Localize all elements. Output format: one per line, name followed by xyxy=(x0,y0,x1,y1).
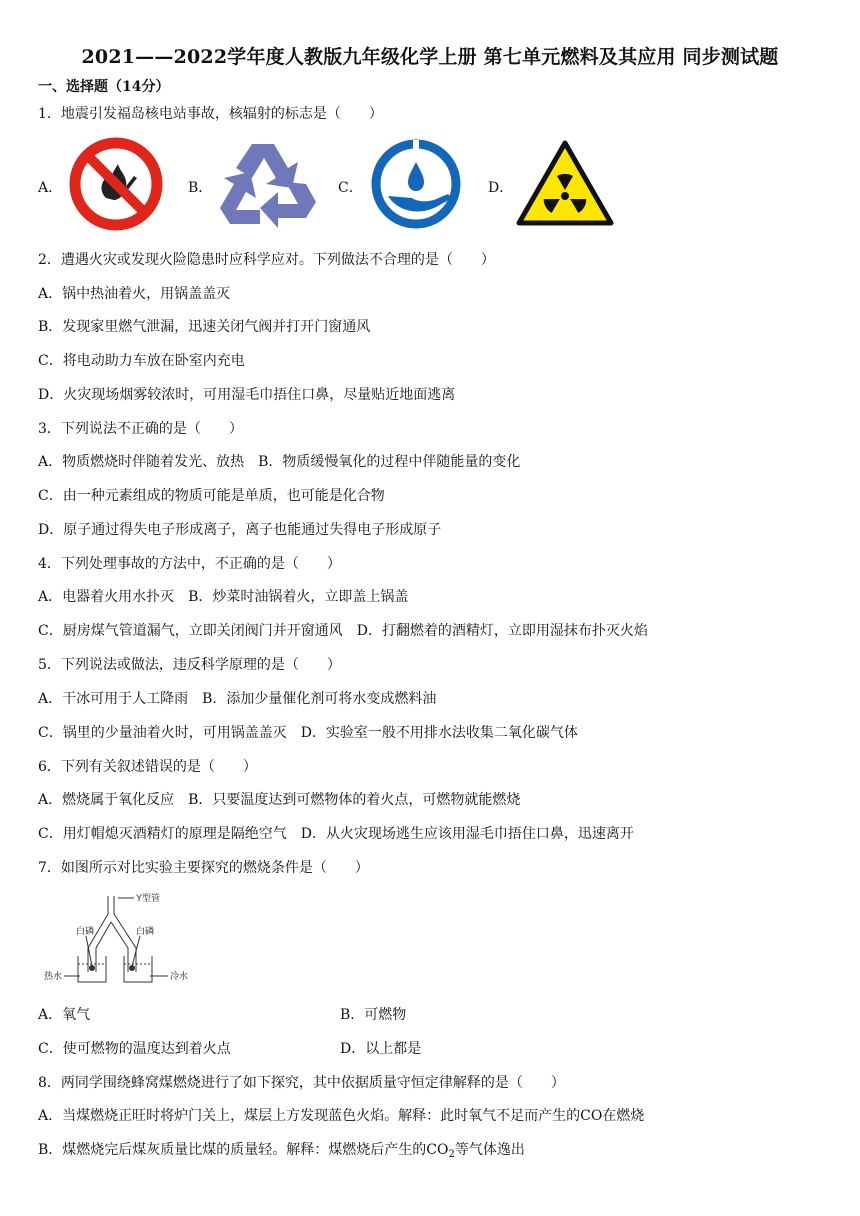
q8-option-b-subscript: 2 xyxy=(448,1149,455,1160)
q8-option-b xyxy=(38,1141,525,1164)
q2-option-d: D．火灾现场烟雾较浓时，可用湿毛巾捂住口鼻，尽量贴近地面逃离 xyxy=(38,387,456,403)
section-heading: 一、选择题（14分） xyxy=(38,79,170,95)
q1-label-a: A． xyxy=(38,180,63,196)
q1-label-b: B． xyxy=(188,180,213,196)
q4-stem: 4．下列处理事故的方法中，不正确的是（ ） xyxy=(38,556,341,572)
q7-option-c: C．使可燃物的温度达到着火点 xyxy=(38,1041,231,1057)
q3-options-ab: A．物质燃烧时伴随着发光、放热 B．物质缓慢氧化的过程中伴随能量的变化 xyxy=(38,454,521,470)
q7-option-d: D．以上都是 xyxy=(340,1041,422,1057)
y-tube-experiment-figure xyxy=(40,890,200,990)
q6-options-cd: C．用灯帽熄灭酒精灯的原理是隔绝空气 D．从火灾现场逃生应该用湿毛巾捂住口鼻，迅速离开 xyxy=(38,826,634,842)
white-phosphorus-label-right: 白磷 xyxy=(136,926,155,936)
q7-stem: 7．如图所示对比实验主要探究的燃烧条件是（ ） xyxy=(38,860,369,876)
cold-water-label: 冷水 xyxy=(170,971,189,981)
q1-options xyxy=(38,136,638,232)
water-saving-icon xyxy=(368,136,464,232)
q7-option-b: B．可燃物 xyxy=(340,1007,407,1023)
q2-option-a: A．锅中热油着火，用锅盖盖灭 xyxy=(38,286,231,302)
no-fire-icon xyxy=(68,136,164,232)
q4-options-cd: C．厨房煤气管道漏气，立即关闭阀门并开窗通风 D．打翻燃着的酒精灯，立即用湿抹布扑灭火焰 xyxy=(38,623,648,639)
q1-label-d: D． xyxy=(488,180,514,196)
y-tube-label: Y型管 xyxy=(136,893,161,903)
q8-option-b-text-end: 等气体逸出 xyxy=(454,1142,525,1158)
q3-option-d: D．原子通过得失电子形成离子，离子也能通过失得电子形成原子 xyxy=(38,522,442,538)
q8-option-b-text: B．煤燃烧完后煤灰质量比煤的质量轻。解释：煤燃烧后产生的CO xyxy=(38,1142,449,1158)
q5-options-cd: C．锅里的少量油着火时，可用锅盖盖灭 D．实验室一般不用排水法收集二氧化碳气体 xyxy=(38,725,578,741)
q2-stem: 2．遭遇火灾或发现火险隐患时应科学应对。下列做法不合理的是（ ） xyxy=(38,252,495,268)
q6-stem: 6．下列有关叙述错误的是（ ） xyxy=(38,759,257,775)
q1-label-c: C． xyxy=(338,180,363,196)
page-title: 2021——2022学年度人教版九年级化学上册 第七单元燃料及其应用 同步测试题 xyxy=(81,46,779,68)
recycle-icon xyxy=(216,138,318,230)
q5-options-ab: A．干冰可用于人工降雨 B．添加少量催化剂可将水变成燃料油 xyxy=(38,691,437,707)
q8-option-a: A．当煤燃烧正旺时将炉门关上，煤层上方发现蓝色火焰。解释：此时氧气不足而产生的CO在燃烧 xyxy=(38,1108,645,1124)
q6-options-ab: A．燃烧属于氧化反应 B．只要温度达到可燃物体的着火点，可燃物就能燃烧 xyxy=(38,792,521,808)
radiation-icon xyxy=(516,140,614,226)
q2-option-b: B．发现家里燃气泄漏，迅速关闭气阀并打开门窗通风 xyxy=(38,319,371,335)
q5-stem: 5．下列说法或做法，违反科学原理的是（ ） xyxy=(38,657,341,673)
q3-stem: 3．下列说法不正确的是（ ） xyxy=(38,421,243,437)
q8-stem: 8．两同学围绕蜂窝煤燃烧进行了如下探究，其中依据质量守恒定律解释的是（ ） xyxy=(38,1075,565,1091)
white-phosphorus-label-left: 白磷 xyxy=(76,926,95,936)
q7-option-a: A．氧气 xyxy=(38,1007,91,1023)
q2-option-c: C．将电动助力车放在卧室内充电 xyxy=(38,353,245,369)
q3-option-c: C．由一种元素组成的物质可能是单质，也可能是化合物 xyxy=(38,488,385,504)
hot-water-label: 热水 xyxy=(44,971,63,981)
q4-options-ab: A．电器着火用水扑灭 B．炒菜时油锅着火，立即盖上锅盖 xyxy=(38,589,409,605)
q1-stem: 1．地震引发福岛核电站事故，核辐射的标志是（ ） xyxy=(38,106,383,122)
